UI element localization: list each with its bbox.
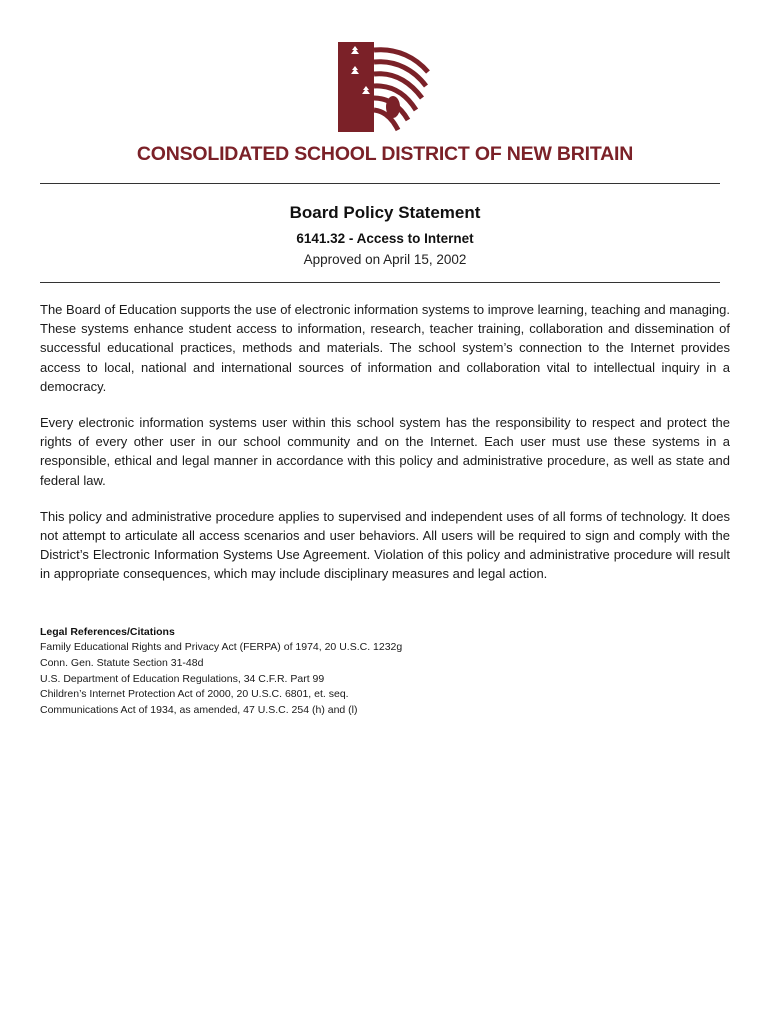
- reference-item: U.S. Department of Education Regulations, 34 C.F.R. Part 99: [40, 672, 325, 685]
- page-title: Board Policy Statement: [289, 203, 481, 222]
- reference-item: Children’s Internet Protection Act of 2000, 20 U.S.C. 6801, et. seq.: [40, 688, 349, 701]
- reference-item: Family Educational Rights and Privacy Act (FERPA) of 1974, 20 U.S.C. 1232g: [40, 641, 403, 653]
- reference-item: Communications Act of 1934, as amended, 47 U.S.C. 254 (h) and (l): [40, 704, 358, 717]
- policy-title-block: [0, 200, 770, 270]
- title-divider: [40, 282, 720, 283]
- reference-item: Conn. Gen. Statute Section 31-48d: [40, 656, 204, 669]
- policy-body: [40, 300, 730, 601]
- paragraph-1: The Board of Education supports the use of electronic information systems to improve learning, teaching and managing. These systems enhance student access to information, research, teacher training, collaboration and dissemination of successful educational practices, methods and materials. The school system’s connection to the Internet provides access to local, national and international sources of information and collaboration vital to intellectual inquiry in a democracy.: [40, 302, 730, 394]
- district-name: CONSOLIDATED SCHOOL DISTRICT OF NEW BRITAIN: [136, 143, 634, 165]
- legal-references: [40, 624, 640, 719]
- policy-number: 6141.32 - Access to Internet: [296, 231, 474, 246]
- paragraph-3: This policy and administrative procedure applies to supervised and independent uses of all forms of technology. It does not attempt to articulate all access scenarios and user behaviors. All users will be required to sign and comply with the District’s Electronic Information Systems Use Agreement. Violation of this policy and administrative procedure will result in appropriate consequences, which may include disciplinary measures and legal action.: [40, 508, 730, 582]
- district-logo: [338, 42, 432, 132]
- paragraph-2: Every electronic information systems user within this school system has the responsibility to respect and protect the rights of every other user in our school community and on the Internet. Each user must use these systems in a responsible, ethical and legal manner in accordance with this policy and administrative procedure, as well as state and federal law.: [40, 415, 730, 488]
- references-heading: Legal References/Citations: [40, 626, 175, 638]
- approval-date: Approved on April 15, 2002: [303, 252, 467, 267]
- header-divider: [40, 183, 720, 184]
